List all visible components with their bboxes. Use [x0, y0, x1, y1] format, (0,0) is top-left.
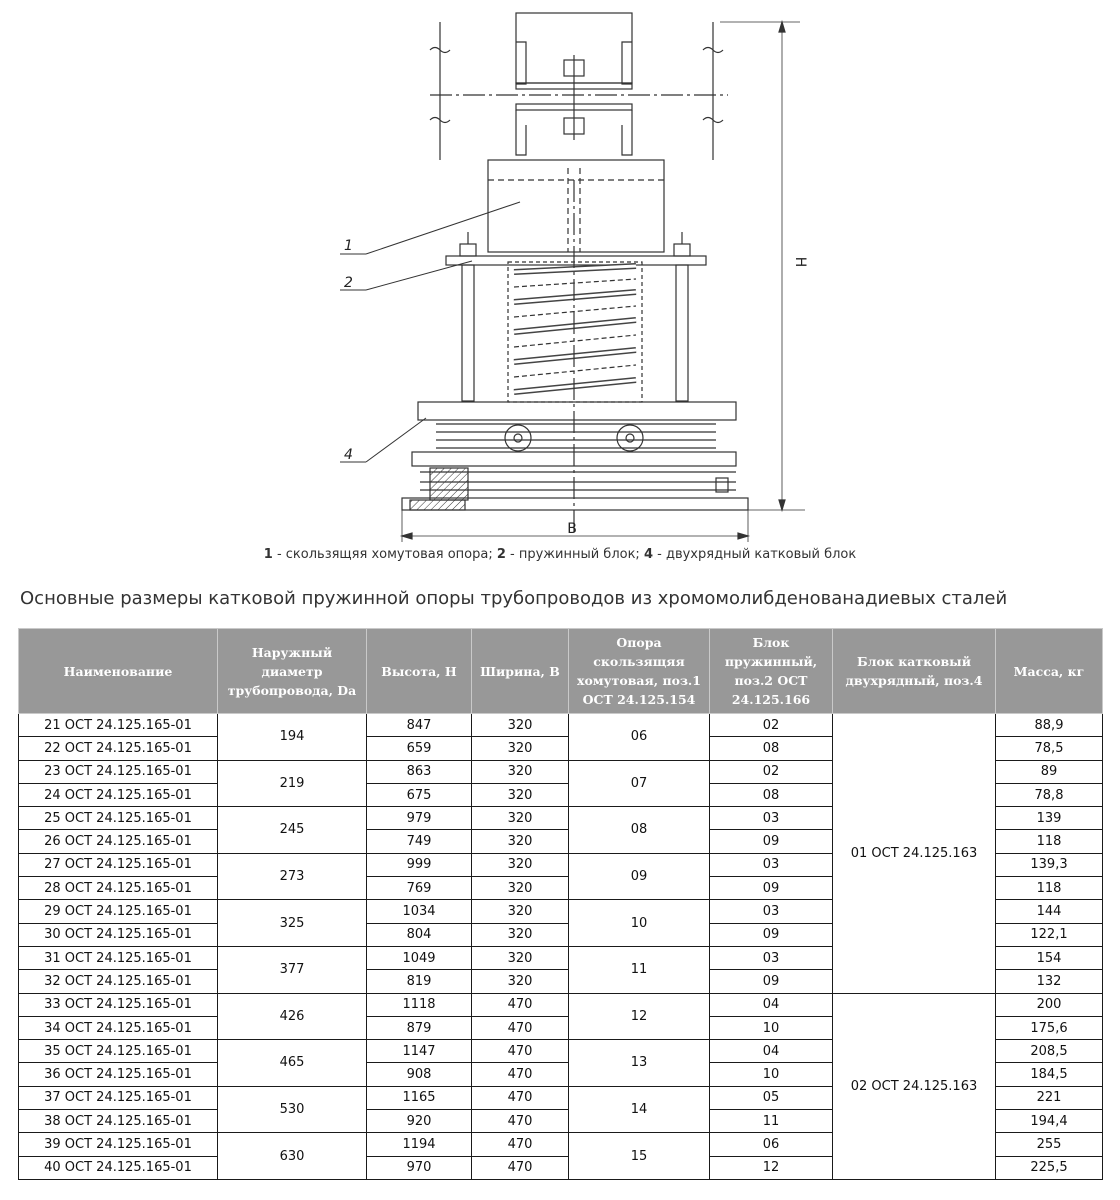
caption-text-2: - пружинный блок; — [505, 547, 644, 562]
cell-height: 1034 — [367, 900, 472, 923]
cell-width: 320 — [472, 853, 569, 876]
cell-width: 320 — [472, 783, 569, 806]
cell-name: 34 ОСТ 24.125.165-01 — [19, 1016, 218, 1039]
cell-diameter: 245 — [218, 807, 367, 854]
cell-mass: 132 — [996, 970, 1103, 993]
cell-mass: 184,5 — [996, 1063, 1103, 1086]
cell-name: 31 ОСТ 24.125.165-01 — [19, 946, 218, 969]
cell-spring-block: 10 — [710, 1063, 833, 1086]
caption-text-1: - скользящяя хомутовая опора; — [272, 547, 497, 562]
cell-spring-block: 02 — [710, 760, 833, 783]
cell-height: 659 — [367, 737, 472, 760]
cell-name: 37 ОСТ 24.125.165-01 — [19, 1086, 218, 1109]
position-label-1: 1 — [344, 238, 353, 254]
cell-mass: 139 — [996, 807, 1103, 830]
caption-num-2: 2 — [496, 547, 506, 562]
cell-spring-block: 10 — [710, 1016, 833, 1039]
cell-name: 25 ОСТ 24.125.165-01 — [19, 807, 218, 830]
header-height: Высота, H — [367, 629, 472, 714]
cell-name: 38 ОСТ 24.125.165-01 — [19, 1110, 218, 1133]
cell-diameter: 426 — [218, 993, 367, 1040]
sliding-clamp-support — [488, 160, 664, 252]
cell-diameter: 377 — [218, 946, 367, 993]
cell-name: 22 ОСТ 24.125.165-01 — [19, 737, 218, 760]
cell-width: 470 — [472, 1063, 569, 1086]
cell-width: 320 — [472, 830, 569, 853]
cell-diameter: 194 — [218, 714, 367, 761]
cell-height: 819 — [367, 970, 472, 993]
cell-name: 21 ОСТ 24.125.165-01 — [19, 714, 218, 737]
cell-mass: 118 — [996, 830, 1103, 853]
roller-block — [402, 402, 748, 510]
caption-text-4: - двухрядный катковый блок — [653, 547, 857, 562]
cell-width: 470 — [472, 1110, 569, 1133]
cell-name: 35 ОСТ 24.125.165-01 — [19, 1040, 218, 1063]
cell-name: 26 ОСТ 24.125.165-01 — [19, 830, 218, 853]
caption-num-1: 1 — [263, 547, 273, 562]
cell-spring-block: 04 — [710, 993, 833, 1016]
cell-height: 999 — [367, 853, 472, 876]
cell-spring-block: 02 — [710, 714, 833, 737]
cell-mass: 221 — [996, 1086, 1103, 1109]
cell-clamp-support: 12 — [569, 993, 710, 1040]
cell-height: 920 — [367, 1110, 472, 1133]
cell-clamp-support: 09 — [569, 853, 710, 900]
cell-spring-block: 09 — [710, 923, 833, 946]
cell-clamp-support: 14 — [569, 1086, 710, 1133]
header-name: Наименование — [19, 629, 218, 714]
position-label-2: 2 — [344, 275, 353, 291]
leader-lines — [340, 202, 520, 462]
cell-spring-block: 03 — [710, 946, 833, 969]
cell-spring-block: 05 — [710, 1086, 833, 1109]
cell-roller-block: 01 ОСТ 24.125.163 — [833, 714, 996, 994]
cell-height: 769 — [367, 877, 472, 900]
cell-height: 749 — [367, 830, 472, 853]
cell-width: 320 — [472, 714, 569, 737]
cell-diameter: 465 — [218, 1040, 367, 1087]
cell-height: 908 — [367, 1063, 472, 1086]
cell-width: 470 — [472, 1086, 569, 1109]
cell-name: 27 ОСТ 24.125.165-01 — [19, 853, 218, 876]
cell-name: 29 ОСТ 24.125.165-01 — [19, 900, 218, 923]
cell-mass: 122,1 — [996, 923, 1103, 946]
cell-diameter: 273 — [218, 853, 367, 900]
cell-mass: 200 — [996, 993, 1103, 1016]
cell-clamp-support: 15 — [569, 1133, 710, 1180]
cell-width: 320 — [472, 970, 569, 993]
cell-width: 470 — [472, 1133, 569, 1156]
cell-mass: 194,4 — [996, 1110, 1103, 1133]
table-row — [19, 993, 1103, 1016]
cell-height: 847 — [367, 714, 472, 737]
cell-height: 879 — [367, 1016, 472, 1039]
cell-name: 33 ОСТ 24.125.165-01 — [19, 993, 218, 1016]
cell-width: 320 — [472, 946, 569, 969]
cell-name: 36 ОСТ 24.125.165-01 — [19, 1063, 218, 1086]
cell-width: 470 — [472, 1016, 569, 1039]
cell-mass: 89 — [996, 760, 1103, 783]
header-spring-block: Блок пружинный, поз.2 ОСТ 24.125.166 — [710, 629, 833, 714]
header-clamp-support: Опора скользящяя хомутовая, поз.1 ОСТ 24.125.154 — [569, 629, 710, 714]
cell-mass: 255 — [996, 1133, 1103, 1156]
height-dimension-label: H — [792, 256, 808, 268]
cell-height: 979 — [367, 807, 472, 830]
cell-width: 320 — [472, 923, 569, 946]
cell-mass: 144 — [996, 900, 1103, 923]
cell-mass: 225,5 — [996, 1156, 1103, 1179]
cell-spring-block: 06 — [710, 1133, 833, 1156]
cell-name: 28 ОСТ 24.125.165-01 — [19, 877, 218, 900]
cell-name: 24 ОСТ 24.125.165-01 — [19, 783, 218, 806]
header-diameter: Наружный диаметр трубопровода, Da — [218, 629, 367, 714]
cell-name: 30 ОСТ 24.125.165-01 — [19, 923, 218, 946]
dimensions-table — [18, 628, 1103, 1180]
cell-clamp-support: 08 — [569, 807, 710, 854]
header-width: Ширина, B — [472, 629, 569, 714]
header-roller-block: Блок катковый двухрядный, поз.4 — [833, 629, 996, 714]
cell-spring-block: 03 — [710, 807, 833, 830]
cell-width: 320 — [472, 877, 569, 900]
cell-name: 32 ОСТ 24.125.165-01 — [19, 970, 218, 993]
cell-mass: 88,9 — [996, 714, 1103, 737]
cell-height: 675 — [367, 783, 472, 806]
cell-diameter: 530 — [218, 1086, 367, 1133]
cell-spring-block: 09 — [710, 830, 833, 853]
cell-diameter: 325 — [218, 900, 367, 947]
cell-width: 470 — [472, 1156, 569, 1179]
cell-name: 40 ОСТ 24.125.165-01 — [19, 1156, 218, 1179]
figure-caption — [0, 547, 1120, 562]
cell-height: 863 — [367, 760, 472, 783]
cell-diameter: 219 — [218, 760, 367, 807]
table-row — [19, 714, 1103, 737]
cell-mass: 208,5 — [996, 1040, 1103, 1063]
cell-spring-block: 03 — [710, 853, 833, 876]
cell-width: 320 — [472, 900, 569, 923]
cell-height: 1049 — [367, 946, 472, 969]
cell-clamp-support: 11 — [569, 946, 710, 993]
cell-spring-block: 09 — [710, 877, 833, 900]
cell-mass: 175,6 — [996, 1016, 1103, 1039]
cell-width: 320 — [472, 807, 569, 830]
cell-height: 1147 — [367, 1040, 472, 1063]
cell-width: 320 — [472, 760, 569, 783]
support-assembly-drawing — [0, 0, 1120, 545]
cell-spring-block: 12 — [710, 1156, 833, 1179]
cell-clamp-support: 10 — [569, 900, 710, 947]
cell-height: 1118 — [367, 993, 472, 1016]
table-header-row — [19, 629, 1103, 714]
cell-width: 320 — [472, 737, 569, 760]
cell-spring-block: 09 — [710, 970, 833, 993]
cell-mass: 154 — [996, 946, 1103, 969]
table-title: Основные размеры катковой пружинной опоры трубопроводов из хромомолибденованадиевых сталей — [20, 588, 1008, 609]
cell-name: 23 ОСТ 24.125.165-01 — [19, 760, 218, 783]
cell-width: 470 — [472, 993, 569, 1016]
cell-height: 804 — [367, 923, 472, 946]
cell-width: 470 — [472, 1040, 569, 1063]
cell-mass: 78,5 — [996, 737, 1103, 760]
width-dimension-label: B — [567, 521, 577, 537]
cell-spring-block: 04 — [710, 1040, 833, 1063]
cell-clamp-support: 13 — [569, 1040, 710, 1087]
cell-mass: 118 — [996, 877, 1103, 900]
header-mass: Масса, кг — [996, 629, 1103, 714]
caption-num-4: 4 — [643, 547, 653, 562]
cell-height: 1165 — [367, 1086, 472, 1109]
cell-spring-block: 11 — [710, 1110, 833, 1133]
pipe-section — [430, 13, 728, 160]
cell-diameter: 630 — [218, 1133, 367, 1180]
cell-clamp-support: 07 — [569, 760, 710, 807]
cell-mass: 139,3 — [996, 853, 1103, 876]
position-label-4: 4 — [344, 447, 353, 463]
cell-spring-block: 08 — [710, 737, 833, 760]
cell-spring-block: 03 — [710, 900, 833, 923]
cell-roller-block: 02 ОСТ 24.125.163 — [833, 993, 996, 1179]
cell-height: 970 — [367, 1156, 472, 1179]
cell-mass: 78,8 — [996, 783, 1103, 806]
cell-spring-block: 08 — [710, 783, 833, 806]
cell-height: 1194 — [367, 1133, 472, 1156]
cell-clamp-support: 06 — [569, 714, 710, 761]
cell-name: 39 ОСТ 24.125.165-01 — [19, 1133, 218, 1156]
